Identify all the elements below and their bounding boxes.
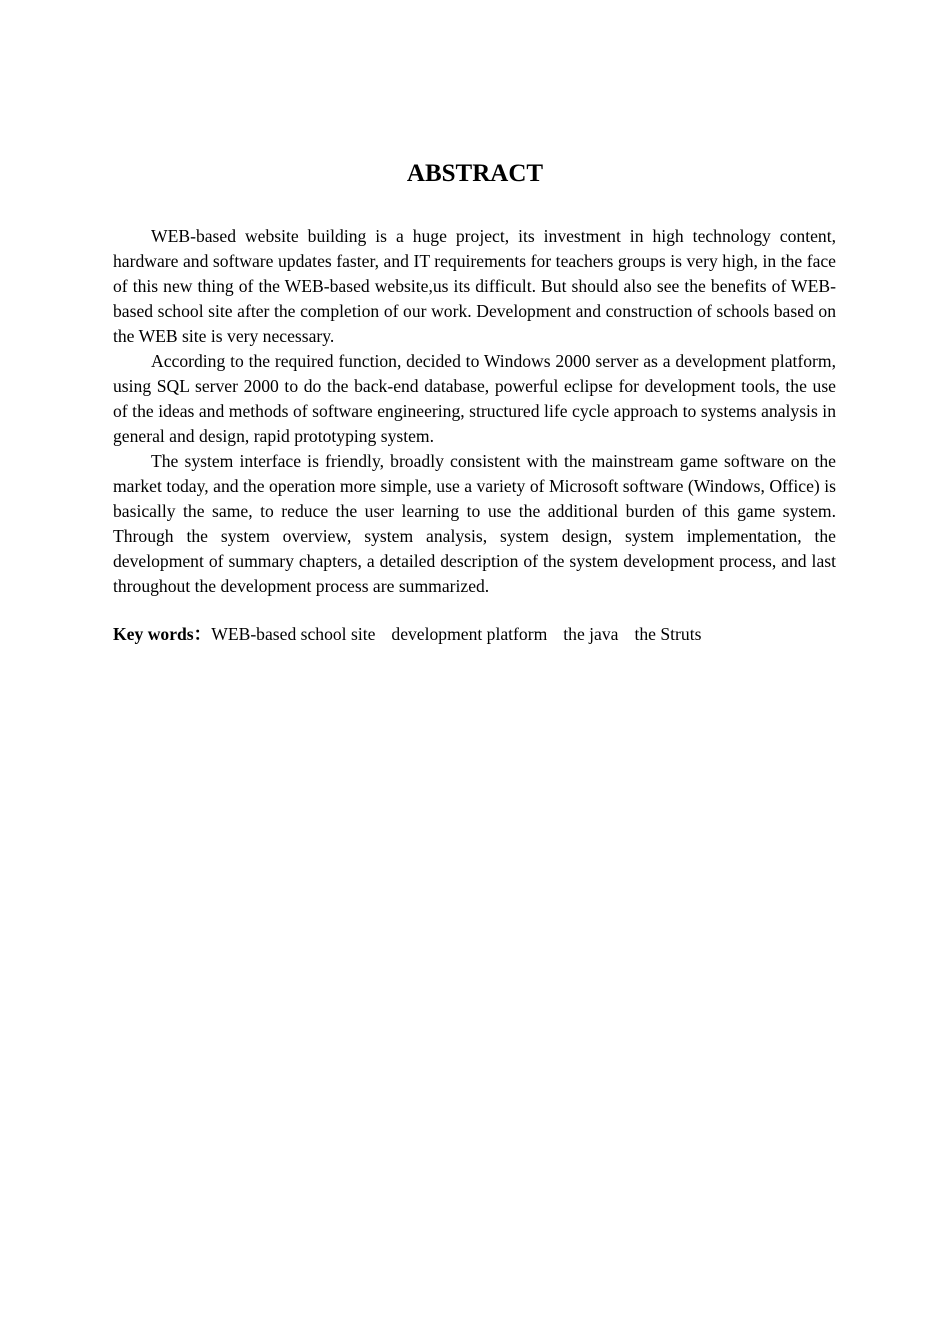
- keywords-label: Key words：: [113, 624, 212, 644]
- abstract-title: ABSTRACT: [406, 160, 544, 187]
- keyword-item: the Struts: [634, 624, 702, 644]
- abstract-paragraph-2: According to the required function, decided to Windows 2000 server as a development platform, using SQL server 2000 to do the back-end database, powerful eclipse for development tools, the use of the ideas and methods of software engineering, structured life cycle approach to systems analysis in general and design, rapid prototyping system.: [113, 351, 836, 446]
- abstract-paragraph-1: WEB-based website building is a huge project, its investment in high technology content, hardware and software updates faster, and IT requirements for teachers groups is very high, in the face of this new thing of the WEB-based website,us its difficult. But should also see the benefits of WEB-based school site after the completion of our work. Development and construction of schools based on the WEB site is very necessary.: [113, 226, 836, 346]
- keyword-item: WEB-based school site: [211, 624, 376, 644]
- keyword-item: development platform: [391, 624, 548, 644]
- keywords-line: [113, 622, 836, 647]
- keyword-item: the java: [563, 624, 619, 644]
- abstract-paragraph-3: The system interface is friendly, broadly consistent with the mainstream game software on the market today, and the operation more simple, use a variety of Microsoft software (Windows, Office) is basically the same, to reduce the user learning to use the additional burden of this game system. Through the system overview, system analysis, system design, system implementation, the development of summary chapters, a detailed description of the system development process, and last throughout the development process are summarized.: [113, 451, 836, 596]
- abstract-body: [113, 224, 836, 599]
